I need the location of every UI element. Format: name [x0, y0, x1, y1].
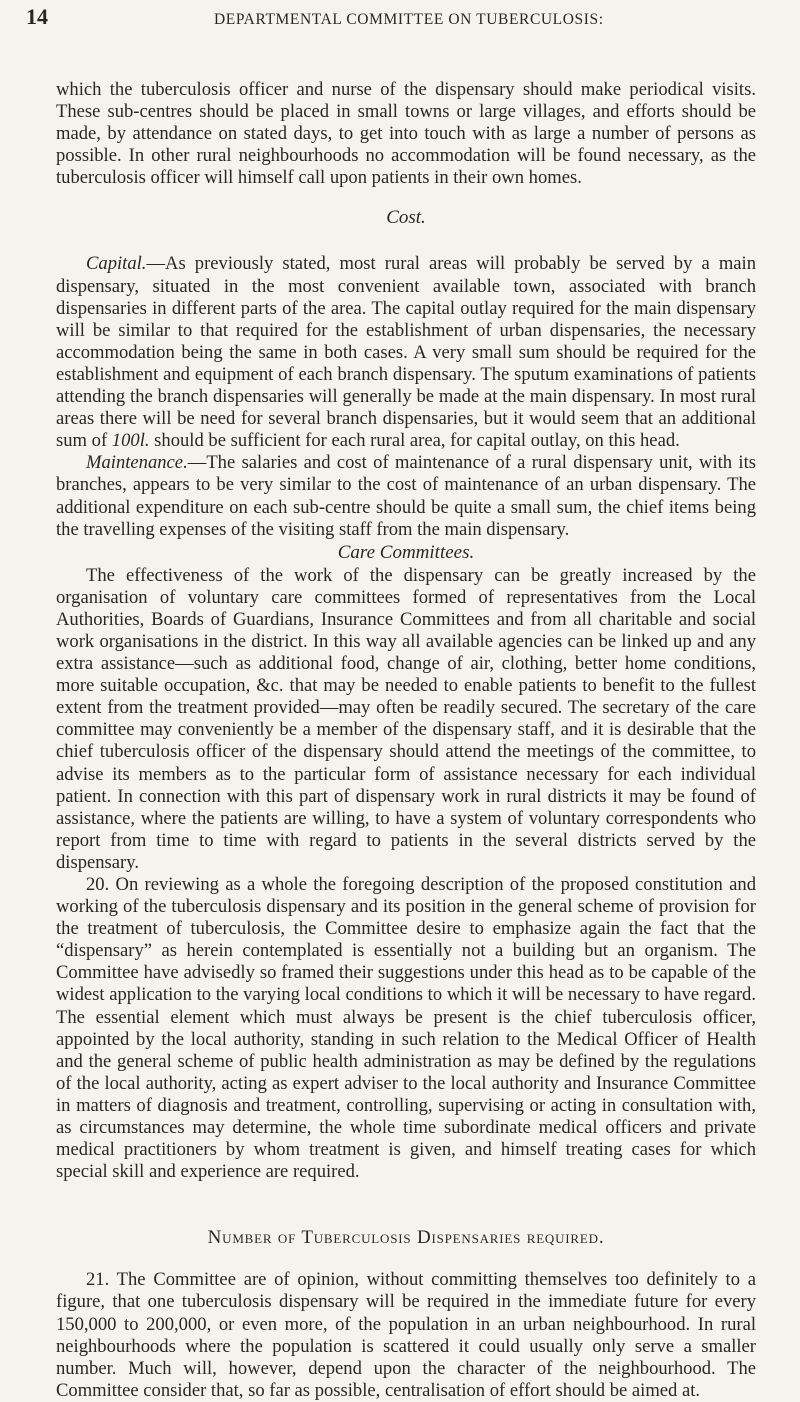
maintenance-text: —The salaries and cost of maintenance of a rural dispensary unit, with its branches, appears to be very similar to the cost of maintenance of an urban dispensary. The additional expenditure on each sub-centre should be quite a small sum, the chief items being the travelling expenses of the visiting staff from the main dispensary. [56, 452, 756, 540]
paragraph-maintenance [56, 452, 756, 540]
capital-label: Capital. [86, 253, 147, 275]
paragraph-21: 21. The Committee are of opinion, without committing themselves too definitely to a figure, that one tuberculosis dispensary will be required in the immediate future for every 150,000 to 200,000, or even more, of the population in an urban neighbourhood. In rural neighbourhoods where the population is scattered it could usually only serve a smaller number. Much will, however, depend upon the character of the neighbourhood. The Committee consider that, so far as possible, centralisation of effort should be aimed at. [56, 1269, 756, 1401]
capital-sum: 100l. [111, 430, 150, 452]
capital-text: —As previously stated, most rural areas will probably be served by a main dispensary, situated in the most convenient available town, associated with branch dispensaries in different parts of the area. The capital outlay required for the main dispensary will be similar to that required for the establishment of urban dispensaries, the necessary accommodation being the same in both cases. A very small sum should be required for the establishment and equipment of each branch dispensary. The sputum examinations of patients attending the branch dispensaries will generally be made at the main dispensary. In most rural areas there will be need for several branch dispensaries, but it would seem that an additional sum of [56, 253, 756, 452]
running-header [26, 4, 756, 35]
heading-cost: Cost. [386, 207, 426, 229]
maintenance-label: Maintenance. [86, 452, 188, 474]
heading-care-committees: Care Committees. [337, 541, 475, 563]
paragraph-care-committees: The effectiveness of the work of the dispensary can be greatly increased by the organisation of voluntary care committees formed of representatives from the Local Authorities, Boards of Guardians, Insurance Committees and from all charitable and social work organisations in the district. In this way all available agencies can be linked up and any extra assistance—such as additional food, change of air, clothing, better home conditions, more suitable occupation, &c. that may be needed to enable patients to benefit to the fullest extent from the treatment provided—may often be readily secured. The secretary of the care committee may conveniently be a member of the dispensary staff, and it is desirable that the chief tuberculosis officer of the dispensary should attend the meetings of the committee, to advise its members as to the particular form of assistance necessary for each individual patient. In connection with this part of dispensary work in rural districts it may be found of assistance, where the patients are willing, to have a system of voluntary correspondents who report from time to time with regard to patients in the several districts served by the dispensary. [56, 564, 756, 873]
page-number: 14 [26, 4, 48, 29]
capital-text-end: should be sufficient for each rural area, for capital outlay, on this head. [154, 430, 680, 452]
paragraph-intro: which the tuberculosis officer and nurse of the dispensary should make periodical visits. These sub-centres should be placed in small towns or large villages, and efforts should be made, by attendance on stated days, to get into touch with as large a number of persons as possible. In other rural neighbourhoods no accommodation will be found necessary, as the tuberculosis officer will himself call upon patients in their own homes. [56, 79, 756, 189]
paragraph-20: 20. On reviewing as a whole the foregoing description of the proposed constitution and working of the tuberculosis dispensary and its position in the general scheme of provision for the treatment of tuberculosis, the Committee desire to emphasize again the fact that the “dispensary” as herein contemplated is essentially not a building but an organism. The Committee have advisedly so framed their suggestions under this head as to be capable of the widest application to the varying local conditions to which it will be necessary to have regard. The essential element which must always be present is the chief tuberculosis officer, appointed by the local authority, standing in such relation to the Medical Officer of Health and the general scheme of public health administration as may be defined by the regulations of the local authority, acting as expert adviser to the local authority and Insurance Committee in matters of diagnosis and treatment, controlling, supervising or acting in consultation with, as circumstances may determine, the whole time subordinate medical officers and private medical practitioners by whom treatment is given, and himself treating cases for which special skill and experience are required. [56, 874, 756, 1183]
heading-number-of-dispensaries: Number of Tuberculosis Dispensaries required. [207, 1227, 605, 1249]
paragraph-capital [56, 253, 756, 452]
running-title: DEPARTMENTAL COMMITTEE ON TUBERCULOSIS: [214, 11, 604, 28]
